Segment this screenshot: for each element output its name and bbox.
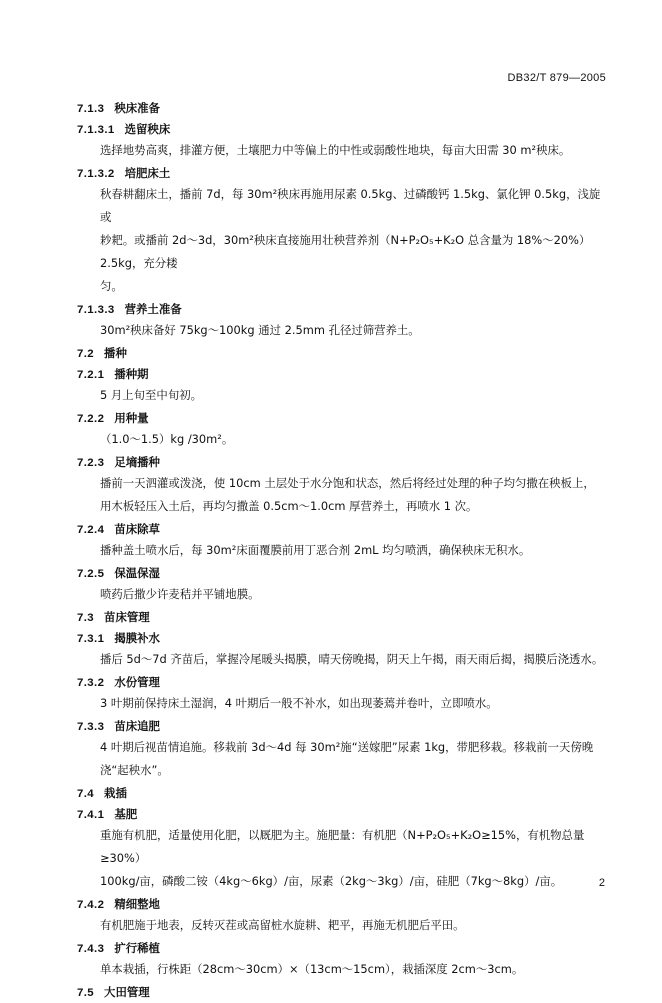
paragraph xyxy=(77,539,609,562)
section-number: 7.3.3 xyxy=(77,721,105,733)
section-number: 7.4 xyxy=(77,788,95,800)
section-heading xyxy=(77,982,609,1002)
section-number: 7.4.3 xyxy=(77,943,105,955)
section-title: 播种期 xyxy=(114,367,149,381)
section-number: 7.2.4 xyxy=(77,524,105,536)
paragraph xyxy=(77,692,609,715)
paragraph xyxy=(77,736,609,782)
paragraph xyxy=(77,319,609,342)
paragraph-line: 有机肥施于地表，反转灭茬或高留桩水旋耕、耙平，再施无机肥后平田。 xyxy=(100,918,465,932)
section-number: 7.3 xyxy=(77,612,95,624)
section-title: 选留秧床 xyxy=(124,122,171,136)
section-heading xyxy=(77,408,609,428)
section-number: 7.3.1 xyxy=(77,633,105,645)
section-heading xyxy=(77,343,609,363)
section-heading xyxy=(77,163,609,183)
paragraph xyxy=(77,384,609,407)
section-title: 揭膜补水 xyxy=(114,631,160,645)
section-heading xyxy=(77,607,609,627)
section-number: 7.2.2 xyxy=(77,413,105,425)
section-number: 7.1.3.1 xyxy=(77,124,115,136)
section-number: 7.1.3.3 xyxy=(77,304,115,316)
paragraph xyxy=(77,914,609,937)
paragraph xyxy=(77,583,609,606)
section-heading xyxy=(77,894,609,914)
paragraph-line: 重施有机肥，适量使用化肥，以厩肥为主。施肥量：有机肥（N+P₂O₅+K₂O≥15%，有机物总量≥30%） xyxy=(100,828,585,865)
section-heading xyxy=(77,299,609,319)
section-title: 大田管理 xyxy=(104,985,150,999)
document-body xyxy=(77,97,609,1002)
section-heading xyxy=(77,563,609,583)
paragraph-line: 耖耙。或播前 2d～3d，30m²秧床直接施用壮秧营养剂（N+P₂O₅+K₂O 总含量为 18%～20%）2.5kg，充分耧 xyxy=(100,233,591,270)
section-title: 保温保湿 xyxy=(114,566,160,580)
section-title: 播种 xyxy=(104,346,127,360)
page-number: 2 xyxy=(598,877,605,889)
paragraph-line: 3 叶期前保持床土湿润，4 叶期后一般不补水，如出现萎蔫并卷叶，立即喷水。 xyxy=(100,696,498,710)
section-title: 秧床准备 xyxy=(114,101,160,115)
section-heading xyxy=(77,628,609,648)
section-title: 营养土准备 xyxy=(124,302,182,316)
paragraph-line: （1.0～1.5）kg /30m²。 xyxy=(100,432,234,446)
section-title: 培肥床土 xyxy=(124,166,171,180)
section-title: 基肥 xyxy=(114,807,138,821)
paragraph xyxy=(77,958,609,981)
paragraph xyxy=(77,428,609,451)
paragraph-line: 100kg/亩，磷酸二铵（4kg～6kg）/亩，尿素（2kg～3kg）/亩，硅肥（7kg～8kg）/亩。 xyxy=(100,874,563,888)
section-heading xyxy=(77,716,609,736)
paragraph-line: 选择地势高爽，排灌方便，土壤肥力中等偏上的中性或弱酸性地块，每亩大田需 30 m²秧床。 xyxy=(100,143,571,157)
document-code: DB32/T 879—2005 xyxy=(507,72,606,84)
section-number: 7.2.1 xyxy=(77,369,105,381)
section-number: 7.2.3 xyxy=(77,457,105,469)
paragraph-line: 播后 5d～7d 齐苗后，掌握冷尾暖头揭膜，晴天傍晚揭，阴天上午揭，雨天雨后揭，揭膜后浇透水。 xyxy=(100,652,604,666)
section-heading xyxy=(77,938,609,958)
section-heading xyxy=(77,98,609,118)
section-number: 7.3.2 xyxy=(77,677,105,689)
section-heading xyxy=(77,804,609,824)
section-title: 扩行稀植 xyxy=(114,941,160,955)
paragraph xyxy=(77,648,609,671)
section-heading xyxy=(77,672,609,692)
paragraph xyxy=(77,139,609,162)
paragraph xyxy=(77,824,609,893)
section-title: 足墒播种 xyxy=(114,455,160,469)
paragraph-line: 秋春耕翻床土，播前 7d，每 30m²秧床再施用尿素 0.5kg、过磷酸钙 1.5kg、氯化钾 0.5kg，浅旋或 xyxy=(100,187,601,224)
section-number: 7.5 xyxy=(77,987,95,999)
section-title: 用种量 xyxy=(114,411,149,425)
section-title: 苗床管理 xyxy=(104,610,150,624)
section-number: 7.2 xyxy=(77,348,95,360)
section-number: 7.2.5 xyxy=(77,568,105,580)
paragraph-line: 用木板轻压入土后，再均匀撒盖 0.5cm～1.0cm 厚营养土，再喷水 1 次。 xyxy=(100,499,478,513)
paragraph-line: 播前一天泗灌或泼浇，使 10cm 土层处于水分饱和状态，然后将经过处理的种子均匀撒在秧板上， xyxy=(100,476,595,490)
paragraph-line: 匀。 xyxy=(100,279,123,293)
section-title: 栽插 xyxy=(104,786,127,800)
paragraph-line: 浇“起秧水”。 xyxy=(100,763,169,777)
section-number: 7.4.1 xyxy=(77,809,105,821)
paragraph-line: 4 叶期后视苗情追施。移栽前 3d～4d 每 30m²施“送嫁肥”尿素 1kg，带肥移栽。移栽前一天傍晚 xyxy=(100,740,594,754)
section-heading xyxy=(77,452,609,472)
section-heading xyxy=(77,519,609,539)
paragraph xyxy=(77,472,609,518)
section-number: 7.1.3 xyxy=(77,103,105,115)
paragraph-line: 喷药后撒少许麦秸并平铺地膜。 xyxy=(100,587,260,601)
section-heading xyxy=(77,364,609,384)
section-heading xyxy=(77,783,609,803)
paragraph-line: 30m²秧床备好 75kg～100kg 通过 2.5mm 孔径过筛营养土。 xyxy=(100,323,420,337)
section-title: 精细整地 xyxy=(114,897,160,911)
section-title: 水份管理 xyxy=(114,675,160,689)
paragraph-line: 单本栽插，行株距（28cm～30cm）×（13cm～15cm），栽插深度 2cm～3cm。 xyxy=(100,962,524,976)
section-title: 苗床除草 xyxy=(114,522,160,536)
section-number: 7.1.3.2 xyxy=(77,168,115,180)
section-title: 苗床追肥 xyxy=(114,719,160,733)
paragraph-line: 播种盖土喷水后，每 30m²床面覆膜前用丁恶合剂 2mL 均匀喷洒，确保秧床无积水。 xyxy=(100,543,531,557)
section-number: 7.4.2 xyxy=(77,899,105,911)
paragraph xyxy=(77,183,609,298)
section-heading xyxy=(77,119,609,139)
paragraph-line: 5 月上旬至中旬初。 xyxy=(100,388,202,402)
